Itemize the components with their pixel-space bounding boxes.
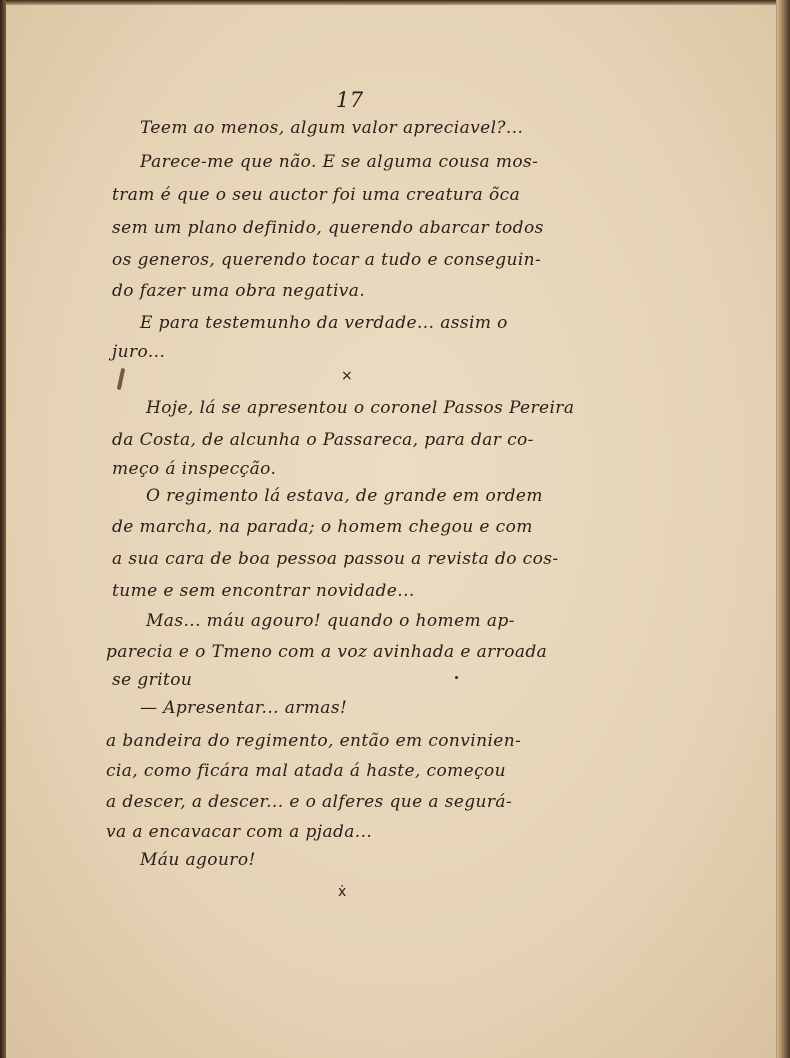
text-line: parecia e o Tmeno com a voz avinhada e arroada <box>106 642 548 662</box>
text-line: Mas... máu agouro! quando o homem ap- <box>146 611 515 631</box>
page-left-edge <box>0 0 6 1058</box>
text-line: tume e sem encontrar novidade... <box>112 581 415 601</box>
page-fold-line <box>776 0 777 1058</box>
text-line: a bandeira do regimento, então em convinien- <box>106 731 522 751</box>
text-line: a sua cara de boa pessoa passou a revista do cos- <box>112 549 559 569</box>
text-line: Teem ao menos, algum valor apreciavel?... <box>140 118 524 138</box>
section-separator-mark: × <box>341 368 353 384</box>
text-line: — Apresentar... armas! <box>140 698 348 718</box>
text-line: E para testemunho da verdade... assim o <box>140 313 508 333</box>
text-line: os generos, querendo tocar a tudo e conseguin- <box>112 250 542 270</box>
text-line: do fazer uma obra negativa. <box>112 281 366 301</box>
text-line: da Costa, de alcunha o Passareca, para dar co- <box>112 430 534 450</box>
text-line: Parece-me que não. E se alguma cousa mos- <box>140 152 539 172</box>
page-right-edge <box>776 0 790 1058</box>
ink-dot <box>455 676 458 679</box>
text-line: sem um plano definido, querendo abarcar todos <box>112 218 544 238</box>
text-line: Máu agouro! <box>140 850 256 870</box>
text-line: se gritou <box>112 670 193 690</box>
text-line: va a encavacar com a pjada... <box>106 822 373 842</box>
text-line: Hoje, lá se apresentou o coronel Passos Pereira <box>146 398 575 418</box>
ink-smudge <box>117 368 125 390</box>
text-line: de marcha, na parada; o homem chegou e com <box>112 517 533 537</box>
text-line: O regimento lá estava, de grande em ordem <box>146 486 543 506</box>
end-mark: ẋ <box>338 884 347 900</box>
text-line: meço á inspecção. <box>112 459 277 479</box>
text-line: juro... <box>112 342 166 362</box>
page-number: 17 <box>336 88 364 112</box>
text-line: a descer, a descer... e o alferes que a segurá- <box>106 792 513 812</box>
text-line: tram é que o seu auctor foi uma creatura õca <box>112 185 521 205</box>
page-top-edge <box>0 0 790 5</box>
text-line: cia, como ficára mal atada á haste, começou <box>106 761 506 781</box>
